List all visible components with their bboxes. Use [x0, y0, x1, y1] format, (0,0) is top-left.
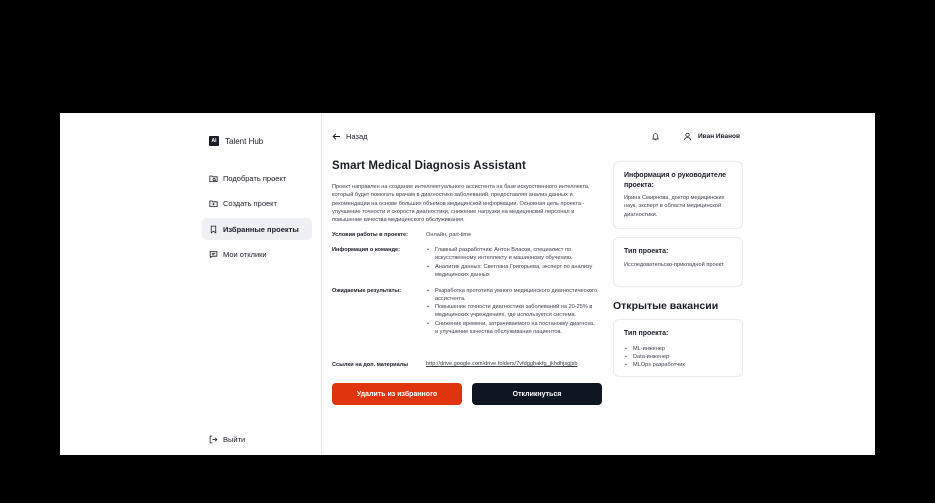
links-label: Ссылки на доп. материалы — [332, 362, 409, 368]
logo-mark: AI — [209, 136, 219, 146]
search-folder-icon — [209, 174, 218, 183]
arrow-left-icon — [332, 132, 341, 141]
vacancies-card — [613, 319, 743, 377]
project-description: Проект направлен на создание интеллектуального ассистента на базе искусственного интеллекта, который будет помогать врачам в диагностике заболеваний, предоставляя анализ данных и рекомендации на основе больших объемов медицинской информации. Основная цель проекта - улучшение точности и скорости диагностики, снижение нагрузки на медицинский персонал и повышение качества медицинского обслуживания. — [332, 184, 590, 224]
chat-icon — [209, 250, 218, 259]
project-type-text: Исследовательско-прикладной проект. — [624, 261, 725, 268]
list-item: • Аналитик данных: Светлана Григорьева, эксперт по анализу медицинских данных — [426, 263, 598, 280]
conditions-label: Условия работы в проекте: — [332, 232, 408, 238]
list-item: • Разработка прототипа умного медицинского диагностического ассистента. — [426, 287, 598, 304]
list-item: • Повышение точности диагностики заболеваний на 20-25% в медицинских учреждениях, где используется система. — [426, 303, 598, 320]
project-title: Smart Medical Diagnosis Assistant — [332, 160, 526, 172]
user-name: Иван Иванов — [698, 133, 741, 140]
team-list — [426, 246, 598, 279]
sidebar-item-my-responses[interactable] — [202, 244, 312, 266]
results-list — [426, 287, 598, 337]
bookmark-icon — [209, 225, 218, 234]
manager-info-card — [613, 161, 743, 229]
list-item: • Главный разработчик: Антон Власов, специалист по искусственному интеллекту и машинному обучению. — [426, 246, 598, 263]
results-label: Ожидаемые результаты: — [332, 288, 401, 294]
sidebar-item-find-project[interactable] — [202, 167, 312, 189]
logo-text: Talent Hub — [225, 136, 264, 146]
manager-card-text: Ирина Смирнова, доктор медицинских наук, эксперт в области медицинской диагностики. — [624, 195, 725, 218]
logout-label: Выйти — [223, 435, 246, 444]
sidebar-item-label: Создать проект — [223, 199, 277, 208]
sidebar-item-label: Мои отклики — [223, 250, 267, 259]
app-window — [60, 113, 875, 455]
sidebar-item-label: Подобрать проект — [223, 173, 287, 183]
sidebar-nav — [202, 167, 312, 269]
main-content — [322, 113, 875, 455]
logout-button[interactable] — [209, 435, 245, 444]
logout-icon — [209, 435, 218, 444]
project-type-card — [613, 237, 743, 287]
list-item: • ML-инженер — [624, 345, 732, 353]
logo[interactable] — [209, 136, 263, 146]
sidebar-item-label: Избранные проекты — [223, 224, 299, 234]
remove-favorite-button[interactable]: Удалить из избранного — [332, 383, 462, 405]
vacancies-card-title: Тип проекта: — [624, 330, 669, 337]
list-item: • Data-инженер — [624, 353, 732, 361]
materials-link[interactable]: http://drive.google.com/drive.folders/7vfdgghakfg_jkhdhjsgjsb — [426, 361, 578, 367]
list-item: • MLOps разработчик — [624, 361, 732, 369]
sidebar-item-create-project[interactable] — [202, 193, 312, 215]
sidebar — [60, 113, 322, 455]
respond-button[interactable]: Откликнуться — [472, 383, 602, 405]
vacancies-list — [624, 345, 732, 370]
sidebar-item-favorite-projects[interactable] — [202, 218, 312, 240]
add-folder-icon — [209, 199, 218, 208]
list-item: • Снижение времени, затрачиваемого на постановку диагноза, и улучшение качества обслуживания пациентов. — [426, 320, 598, 337]
conditions-value: Онлайн, part-time — [426, 231, 472, 238]
user-icon — [683, 132, 692, 141]
vacancies-title: Открытые вакансии — [613, 300, 719, 312]
back-label: Назад — [346, 132, 368, 141]
team-label: Информация о команде: — [332, 247, 400, 253]
manager-card-title: Информация о руководителе проекта: — [624, 172, 727, 189]
back-button[interactable] — [332, 132, 368, 141]
project-type-title: Тип проекта: — [624, 248, 669, 255]
bell-icon[interactable] — [651, 132, 660, 141]
user-menu[interactable] — [683, 132, 740, 141]
